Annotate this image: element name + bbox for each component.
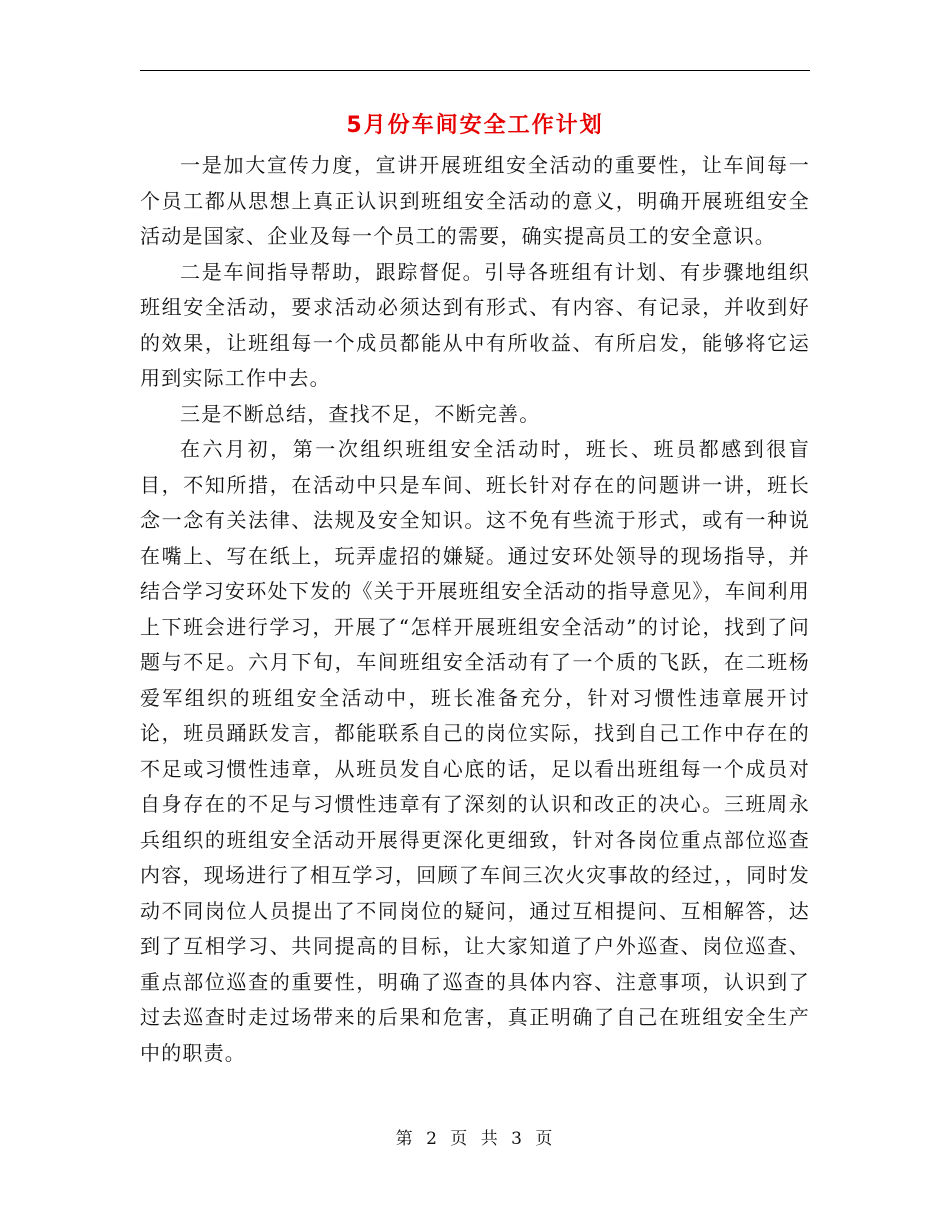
document-body	[140, 148, 810, 1071]
header-rule	[140, 70, 810, 71]
paragraph-1: 一是加大宣传力度，宣讲开展班组安全活动的重要性，让车间每一个员工都从思想上真正认识到班组安全活动的意义，明确开展班组安全活动是国家、企业及每一个员工的需要，确实提高员工的安全意识。	[140, 153, 810, 248]
footer-total-pages: 3	[511, 1129, 524, 1149]
paragraph-3: 三是不断总结，查找不足，不断完善。	[180, 401, 541, 426]
footer-total-prefix: 共	[480, 1129, 500, 1149]
page-footer	[140, 1124, 810, 1149]
footer-page-number: 2	[426, 1129, 439, 1149]
paragraph-4: 在六月初，第一次组织班组安全活动时，班长、班员都感到很盲目，不知所措，在活动中只是车间、班长针对存在的问题讲一讲，班长念一念有关法律、法规及安全知识。这不免有些流于形式，或有一种说在嘴上、写在纸上，玩弄虚招的嫌疑。通过安环处领导的现场指导，并结合学习安环处下发的《关于开展班组安全活动的指导意见》，车间利用上下班会进行学习，开展了“怎样开展班组安全活动”的讨论，找到了问题与不足。六月下旬，车间班组安全活动有了一个质的飞跃，在二班杨爱军组织的班组安全活动中，班长准备充分，针对习惯性违章展开讨论，班员踊跃发言，都能联系自己的岗位实际，找到自己工作中存在的不足或习惯性违章，从班员发自心底的话，足以看出班组每一个成员对自身存在的不足与习惯性违章有了深刻的认识和改正的决心。三班周永兵组织的班组安全活动开展得更深化更细致，针对各岗位重点部位巡查内容，现场进行了相互学习，回顾了车间三次火灾事故的经过，，同时发动不同岗位人员提出了不同岗位的疑问，通过互相提问、互相解答，达到了互相学习、共同提高的目标，让大家知道了户外巡查、岗位巡查、重点部位巡查的重要性，明确了巡查的具体内容、注意事项，认识到了过去巡查时走过场带来的后果和危害，真正明确了自己在班组安全生产中的职责。	[140, 437, 810, 1065]
footer-total-unit: 页	[535, 1129, 555, 1149]
page-title: 5月份车间安全工作计划	[346, 113, 604, 138]
footer-page-unit: 页	[450, 1129, 470, 1149]
footer-prefix: 第	[395, 1129, 415, 1149]
paragraph-2: 二是车间指导帮助，跟踪督促。引导各班组有计划、有步骤地组织班组安全活动，要求活动必须达到有形式、有内容、有记录，并收到好的效果，让班组每一个成员都能从中有所收益、有所启发，能够将它运用到实际工作中去。	[140, 259, 810, 390]
